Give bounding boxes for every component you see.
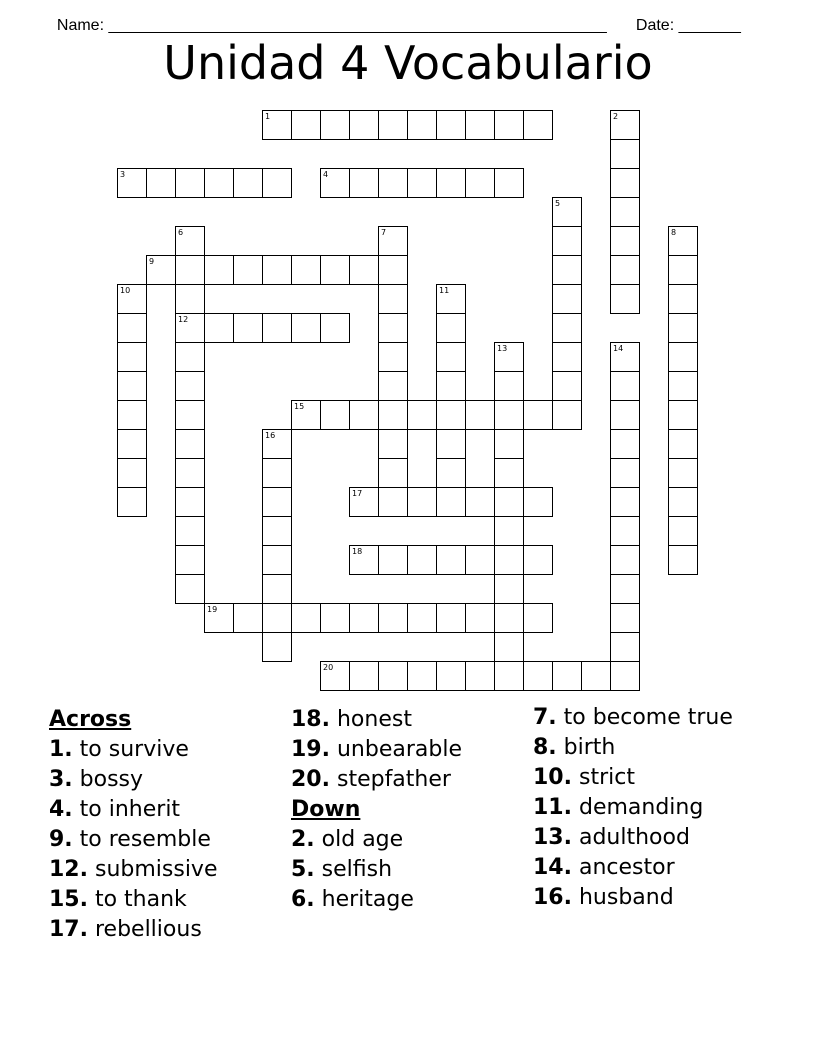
grid-cell[interactable]	[262, 574, 292, 604]
page-title: Unidad 4 Vocabulario	[163, 36, 653, 90]
date-label: Date:	[635, 17, 675, 34]
grid-cell[interactable]	[494, 632, 524, 662]
grid-cell[interactable]	[378, 110, 408, 140]
clue-text: strict	[571, 765, 635, 790]
grid-cell[interactable]	[436, 661, 466, 691]
grid-cell[interactable]	[610, 371, 640, 401]
across-heading: Across	[49, 707, 132, 732]
grid-cell[interactable]	[407, 603, 437, 633]
cell-number: 10	[120, 286, 131, 295]
grid-cell[interactable]	[204, 313, 234, 343]
cell-number: 14	[613, 344, 624, 353]
grid-cell[interactable]	[436, 342, 466, 372]
clue-number: 11.	[533, 795, 572, 820]
clue-down-10	[533, 765, 733, 791]
grid-cell[interactable]	[291, 400, 321, 430]
grid-cell[interactable]	[610, 284, 640, 314]
grid-cell[interactable]	[378, 255, 408, 285]
grid-cell[interactable]	[523, 110, 553, 140]
clue-number: 10.	[533, 765, 572, 790]
clue-number: 4.	[49, 797, 73, 822]
clue-number: 19.	[291, 737, 330, 762]
clue-down-2	[291, 825, 462, 855]
grid-cell[interactable]	[175, 168, 205, 198]
clue-text: to survive	[72, 737, 189, 762]
grid-cell[interactable]	[175, 255, 205, 285]
grid-cell[interactable]	[494, 168, 524, 198]
grid-cell[interactable]	[175, 400, 205, 430]
grid-cell[interactable]	[262, 110, 292, 140]
grid-cell[interactable]	[291, 255, 321, 285]
clue-text: honest	[329, 707, 412, 732]
grid-cell[interactable]	[668, 545, 698, 575]
grid-cell[interactable]	[494, 603, 524, 633]
grid-cell[interactable]	[494, 516, 524, 546]
grid-cell[interactable]	[610, 603, 640, 633]
clue-text: rebellious	[87, 917, 202, 942]
clue-number: 6.	[291, 887, 315, 912]
grid-cell[interactable]	[233, 255, 263, 285]
grid-cell[interactable]	[610, 197, 640, 227]
grid-cell[interactable]	[349, 661, 379, 691]
grid-cell[interactable]	[610, 255, 640, 285]
grid-cell[interactable]	[407, 400, 437, 430]
grid-cell[interactable]	[204, 168, 234, 198]
grid-cell[interactable]	[320, 661, 350, 691]
grid-cell[interactable]	[552, 313, 582, 343]
cell-number: 15	[294, 402, 305, 411]
grid-cell[interactable]	[407, 110, 437, 140]
grid-cell[interactable]	[175, 545, 205, 575]
grid-cell[interactable]	[407, 545, 437, 575]
clue-number: 1.	[49, 737, 73, 762]
cell-number: 1	[265, 112, 271, 121]
cell-number: 18	[352, 547, 363, 556]
clue-text: demanding	[571, 795, 704, 820]
grid-cell[interactable]	[610, 226, 640, 256]
grid-cell[interactable]	[262, 516, 292, 546]
clue-down-16	[533, 885, 733, 911]
grid-cell[interactable]	[465, 168, 495, 198]
grid-cell[interactable]	[610, 342, 640, 372]
cell-number: 17	[352, 489, 363, 498]
grid-cell[interactable]	[436, 110, 466, 140]
grid-cell[interactable]	[436, 603, 466, 633]
clue-text: husband	[571, 885, 674, 910]
clue-down-5	[291, 855, 462, 885]
grid-cell[interactable]	[523, 661, 553, 691]
clue-text: adulthood	[571, 825, 690, 850]
grid-cell[interactable]	[117, 284, 147, 314]
clue-text: heritage	[314, 887, 414, 912]
grid-cell[interactable]	[175, 487, 205, 517]
clue-across-17	[49, 915, 217, 945]
clue-across-1	[49, 735, 217, 765]
grid-cell[interactable]	[378, 429, 408, 459]
grid-cell[interactable]	[494, 661, 524, 691]
clue-number: 7.	[533, 705, 557, 730]
cell-number: 8	[671, 228, 677, 237]
grid-cell[interactable]	[494, 487, 524, 517]
grid-cell[interactable]	[407, 168, 437, 198]
grid-cell[interactable]	[378, 487, 408, 517]
grid-cell[interactable]	[175, 516, 205, 546]
grid-cell[interactable]	[436, 545, 466, 575]
grid-cell[interactable]	[581, 661, 611, 691]
cell-number: 16	[265, 431, 276, 440]
grid-cell[interactable]	[610, 487, 640, 517]
clue-down-8	[533, 735, 733, 761]
grid-cell[interactable]	[465, 661, 495, 691]
cell-number: 5	[555, 199, 561, 208]
grid-cell[interactable]	[610, 632, 640, 662]
grid-cell[interactable]	[465, 603, 495, 633]
grid-cell[interactable]	[610, 139, 640, 169]
clue-number: 8.	[533, 735, 557, 760]
clue-across-19	[291, 735, 462, 765]
grid-cell[interactable]	[175, 284, 205, 314]
grid-cell[interactable]	[494, 342, 524, 372]
grid-cell[interactable]	[320, 400, 350, 430]
grid-cell[interactable]	[668, 226, 698, 256]
grid-cell[interactable]	[552, 400, 582, 430]
grid-cell[interactable]	[349, 168, 379, 198]
clue-text: to resemble	[72, 827, 211, 852]
clue-text: old age	[314, 827, 404, 852]
grid-cell[interactable]	[494, 545, 524, 575]
grid-cell[interactable]	[262, 545, 292, 575]
grid-cell[interactable]	[668, 487, 698, 517]
grid-cell[interactable]	[552, 661, 582, 691]
grid-cell[interactable]	[523, 400, 553, 430]
grid-cell[interactable]	[378, 313, 408, 343]
grid-cell[interactable]	[436, 313, 466, 343]
grid-cell[interactable]	[668, 371, 698, 401]
grid-cell[interactable]	[291, 603, 321, 633]
grid-cell[interactable]	[668, 342, 698, 372]
grid-cell[interactable]	[436, 458, 466, 488]
grid-cell[interactable]	[378, 661, 408, 691]
grid-cell[interactable]	[233, 313, 263, 343]
grid-cell[interactable]	[668, 284, 698, 314]
clue-across-12	[49, 855, 217, 885]
grid-cell[interactable]	[175, 313, 205, 343]
clue-text: to become true	[556, 705, 733, 730]
name-line[interactable]: ________________________________________________________	[108, 17, 607, 34]
grid-cell[interactable]	[204, 603, 234, 633]
grid-cell[interactable]	[523, 487, 553, 517]
clue-number: 2.	[291, 827, 315, 852]
cell-number: 19	[207, 605, 218, 614]
grid-cell[interactable]	[378, 603, 408, 633]
grid-cell[interactable]	[610, 400, 640, 430]
clue-number: 15.	[49, 887, 88, 912]
grid-cell[interactable]	[233, 168, 263, 198]
grid-cell[interactable]	[320, 603, 350, 633]
grid-cell[interactable]	[320, 110, 350, 140]
grid-cell[interactable]	[349, 545, 379, 575]
grid-cell[interactable]	[436, 429, 466, 459]
grid-cell[interactable]	[349, 255, 379, 285]
clue-column-1	[49, 705, 217, 945]
grid-cell[interactable]	[465, 110, 495, 140]
grid-cell[interactable]	[436, 487, 466, 517]
clue-text: unbearable	[329, 737, 462, 762]
grid-cell[interactable]	[552, 371, 582, 401]
clue-text: selfish	[314, 857, 393, 882]
clue-text: to thank	[87, 887, 187, 912]
grid-cell[interactable]	[668, 313, 698, 343]
clue-number: 14.	[533, 855, 572, 880]
grid-cell[interactable]	[378, 458, 408, 488]
clue-column-3	[533, 705, 733, 915]
grid-cell[interactable]	[262, 255, 292, 285]
grid-cell[interactable]	[175, 371, 205, 401]
clue-number: 20.	[291, 767, 330, 792]
grid-cell[interactable]	[175, 458, 205, 488]
clue-number: 5.	[291, 857, 315, 882]
grid-cell[interactable]	[494, 458, 524, 488]
grid-cell[interactable]	[146, 168, 176, 198]
grid-cell[interactable]	[610, 458, 640, 488]
grid-cell[interactable]	[610, 429, 640, 459]
cell-number: 12	[178, 315, 189, 324]
grid-cell[interactable]	[552, 197, 582, 227]
grid-cell[interactable]	[494, 400, 524, 430]
grid-cell[interactable]	[262, 168, 292, 198]
clue-down-13	[533, 825, 733, 851]
grid-cell[interactable]	[668, 255, 698, 285]
grid-cell[interactable]	[436, 371, 466, 401]
grid-cell[interactable]	[175, 342, 205, 372]
down-heading: Down	[291, 797, 361, 822]
grid-cell[interactable]	[175, 226, 205, 256]
grid-cell[interactable]	[610, 545, 640, 575]
cell-number: 11	[439, 286, 450, 295]
grid-cell[interactable]	[465, 545, 495, 575]
grid-cell[interactable]	[204, 255, 234, 285]
grid-cell[interactable]	[117, 371, 147, 401]
date-line[interactable]: _______	[678, 17, 741, 34]
clue-text: birth	[556, 735, 616, 760]
grid-cell[interactable]	[610, 110, 640, 140]
grid-cell[interactable]	[610, 574, 640, 604]
grid-cell[interactable]	[378, 545, 408, 575]
grid-cell[interactable]	[262, 632, 292, 662]
grid-cell[interactable]	[407, 487, 437, 517]
grid-cell[interactable]	[291, 313, 321, 343]
clue-across-3	[49, 765, 217, 795]
grid-cell[interactable]	[349, 110, 379, 140]
grid-cell[interactable]	[291, 110, 321, 140]
grid-cell[interactable]	[523, 603, 553, 633]
clue-number: 16.	[533, 885, 572, 910]
grid-cell[interactable]	[436, 400, 466, 430]
grid-cell[interactable]	[378, 400, 408, 430]
clue-across-18	[291, 705, 462, 735]
grid-cell[interactable]	[494, 574, 524, 604]
grid-cell[interactable]	[668, 516, 698, 546]
grid-cell[interactable]	[117, 168, 147, 198]
clue-across-9	[49, 825, 217, 855]
grid-cell[interactable]	[668, 429, 698, 459]
cell-number: 3	[120, 170, 126, 179]
grid-cell[interactable]	[610, 168, 640, 198]
grid-cell[interactable]	[378, 371, 408, 401]
grid-cell[interactable]	[117, 458, 147, 488]
grid-cell[interactable]	[668, 400, 698, 430]
grid-cell[interactable]	[436, 284, 466, 314]
grid-cell[interactable]	[262, 313, 292, 343]
grid-cell[interactable]	[378, 168, 408, 198]
grid-cell[interactable]	[610, 661, 640, 691]
grid-cell[interactable]	[262, 429, 292, 459]
grid-cell[interactable]	[320, 313, 350, 343]
clue-text: ancestor	[571, 855, 675, 880]
clue-down-14	[533, 855, 733, 881]
grid-cell[interactable]	[233, 603, 263, 633]
grid-cell[interactable]	[378, 284, 408, 314]
grid-cell[interactable]	[378, 342, 408, 372]
clue-number: 17.	[49, 917, 88, 942]
cell-number: 4	[323, 170, 329, 179]
grid-cell[interactable]	[494, 110, 524, 140]
name-label: Name:	[56, 17, 105, 34]
grid-cell[interactable]	[552, 342, 582, 372]
grid-cell[interactable]	[378, 226, 408, 256]
grid-cell[interactable]	[349, 487, 379, 517]
clue-text: stepfather	[329, 767, 451, 792]
grid-cell[interactable]	[668, 458, 698, 488]
grid-cell[interactable]	[117, 400, 147, 430]
cell-number: 2	[613, 112, 619, 121]
clue-number: 9.	[49, 827, 73, 852]
grid-cell[interactable]	[610, 516, 640, 546]
grid-cell[interactable]	[494, 429, 524, 459]
clue-text: bossy	[72, 767, 144, 792]
clue-number: 13.	[533, 825, 572, 850]
grid-cell[interactable]	[262, 603, 292, 633]
grid-cell[interactable]	[349, 603, 379, 633]
cell-number: 6	[178, 228, 184, 237]
clue-number: 3.	[49, 767, 73, 792]
grid-cell[interactable]	[407, 661, 437, 691]
grid-cell[interactable]	[552, 255, 582, 285]
grid-cell[interactable]	[465, 400, 495, 430]
grid-cell[interactable]	[117, 429, 147, 459]
grid-cell[interactable]	[320, 168, 350, 198]
clue-column-2	[291, 705, 462, 915]
cell-number: 13	[497, 344, 508, 353]
clue-across-15	[49, 885, 217, 915]
grid-cell[interactable]	[552, 284, 582, 314]
grid-cell[interactable]	[117, 487, 147, 517]
cell-number: 9	[149, 257, 155, 266]
clue-across-20	[291, 765, 462, 795]
clue-down-6	[291, 885, 462, 915]
grid-cell[interactable]	[552, 226, 582, 256]
grid-cell[interactable]	[523, 545, 553, 575]
clue-down-11	[533, 795, 733, 821]
cell-number: 20	[323, 663, 334, 672]
grid-cell[interactable]	[262, 487, 292, 517]
grid-cell[interactable]	[320, 255, 350, 285]
grid-cell[interactable]	[175, 574, 205, 604]
clue-across-4	[49, 795, 217, 825]
grid-cell[interactable]	[262, 458, 292, 488]
grid-cell[interactable]	[349, 400, 379, 430]
clue-number: 18.	[291, 707, 330, 732]
grid-cell[interactable]	[494, 371, 524, 401]
grid-cell[interactable]	[117, 342, 147, 372]
grid-cell[interactable]	[146, 255, 176, 285]
grid-cell[interactable]	[175, 429, 205, 459]
grid-cell[interactable]	[436, 168, 466, 198]
grid-cell[interactable]	[465, 487, 495, 517]
clue-down-7	[533, 705, 733, 731]
grid-cell[interactable]	[117, 313, 147, 343]
clue-text: submissive	[87, 857, 218, 882]
clue-text: to inherit	[72, 797, 181, 822]
cell-number: 7	[381, 228, 387, 237]
clue-number: 12.	[49, 857, 88, 882]
